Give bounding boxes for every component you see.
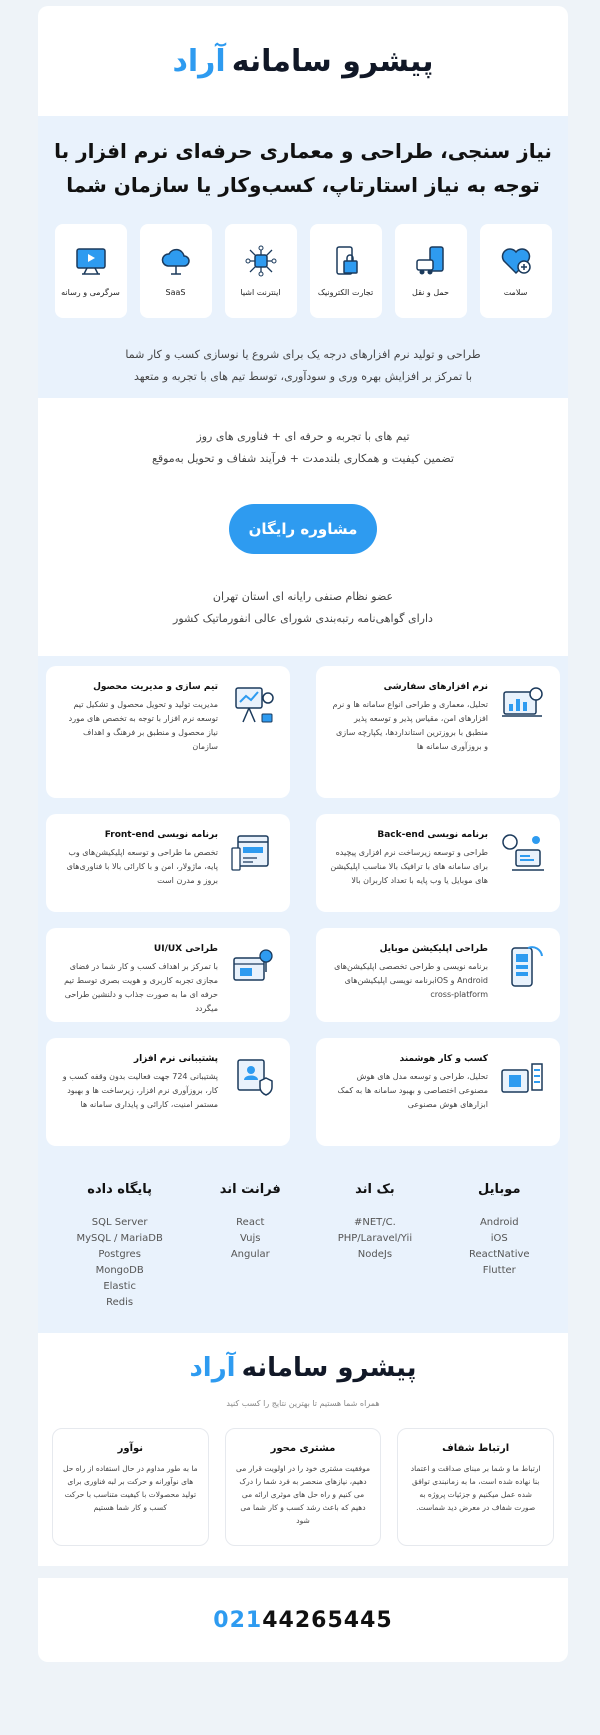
service-body [60,1054,218,1134]
backend-server-icon [498,830,546,878]
tech-item: Postgres [98,1249,141,1260]
industry-media [55,224,127,318]
industry-ecommerce [310,224,382,318]
service-card-frontend [46,814,290,912]
phone-number[interactable] [38,1578,568,1662]
service-body [330,1054,488,1134]
industry-health [480,224,552,318]
hero-section [38,116,568,398]
tech-item: Redis [106,1297,134,1308]
tech-item: React [236,1217,265,1228]
service-text: مدیریت تولید و تحویل محصول و تشکیل تیم توسعه نرم افزار با توجه به تخصص های مورد نیاز محصول و منطبق بر فرهنگ و اهداف سازمان [68,700,218,751]
free-consultation-button[interactable]: مشاوره رایگان [229,504,377,554]
membership-text [38,586,568,630]
values [52,1428,554,1546]
industry-label: سلامت [503,288,528,297]
services-grid [46,666,560,1146]
service-title: نرم افزارهای سفارشی [383,682,488,692]
cloud-saas-icon [159,244,193,278]
cta-text [38,426,568,470]
industry-iot [225,224,297,318]
hero-title-line-1: نیاز سنجی، طراحی و معماری حرفه‌ای نرم افزار با [54,139,552,163]
industry-transport [395,224,467,318]
custom-software-icon [498,682,546,730]
hero-title [54,134,552,202]
value-title: ارتباط شفاف [442,1443,510,1454]
service-title: طراحی UI/UX [153,944,218,954]
industry-label: سرگرمی و رسانه [61,288,120,297]
frontend-window-icon [228,830,276,878]
value-title: نوآور [117,1443,144,1454]
phone-area-code: 021 [213,1607,263,1633]
service-card-uiux [46,928,290,1022]
ai-chip-icon [498,1054,546,1102]
tech-item: NodeJs [357,1249,393,1260]
tech-item: SQL Server [91,1217,148,1228]
service-title: برنامه نویسی Front-end [104,830,218,840]
mobile-app-icon [498,944,546,992]
tech-item: Vujs [240,1233,261,1244]
logo-accent-text: آراد [172,43,226,79]
tech-column-database [76,1182,162,1311]
uiux-design-icon [228,944,276,992]
tech-title: پایگاه داده [87,1182,153,1197]
membership-line-2: دارای گواهی‌نامه رتبه‌بندی شورای عالی انفورماتیک کشور [173,612,433,625]
cta-line-1: تیم های با تجربه و حرفه ای + فناوری های روز [196,430,410,443]
service-title: تیم سازی و مدیریت محصول [93,682,218,692]
service-text: تخصص ما طراحی و توسعه اپلیکیشن‌های وب پایه، ماژولار، امن و با کارائی بالا با فناوری‌های بروز و مدرن است [66,848,218,885]
industries [54,224,552,318]
value-text: ما به طور مداوم در حال استفاده از راه حل های نوآورانه و حرکت بر لبه فناوری برای تولید محصولات با کیفیت متناسب با حرکت کسب و کار شما هستیم [63,1464,198,1512]
logo-text: پیشرو سامانه [241,1353,417,1383]
service-text: با تمرکز بر اهداف کسب و کار شما در فضای مجازی تجربه کاربری و هویت بصری توسط تیم حرفه ای ما به صورت جذاب و دلنشین طراحی میگردد [64,962,218,1013]
footer [38,1333,568,1566]
service-card-smart-business [316,1038,560,1146]
tech-item: Flutter [482,1265,516,1276]
tech-column-backend [338,1182,412,1311]
hero-title-line-2: توجه به نیاز استارتاپ، کسب‌وکار یا سازمان شما [66,173,540,197]
service-card-mobile [316,928,560,1022]
service-card-backend [316,814,560,912]
industry-label: SaaS [165,288,186,297]
service-card-team-building [46,666,290,798]
shopping-phone-icon [329,244,363,278]
tech-item: ReactNative [468,1249,530,1260]
truck-phone-icon [414,244,448,278]
tagline: همراه شما هستیم تا بهترین نتایج را کسب کنید [226,1399,380,1408]
tech-title: بک اند [355,1182,395,1197]
phone-main: 44265445 [262,1607,393,1633]
industry-label: تجارت الکترونیک [317,288,374,297]
value-card-transparency [397,1428,554,1546]
service-body [330,944,488,1010]
logo-accent-text: آراد [189,1353,236,1383]
service-text: پشتیبانی 724 جهت فعالیت بدون وقفه کسب و کار، بروزآوری نرم افزار، زیرساخت ها و بهبود مستمر امنیت، کارائی و پایداری سامانه ها [62,1072,218,1109]
logo[interactable] [172,44,433,79]
iot-chip-icon [244,244,278,278]
industry-label: اینترنت اشیا [240,288,281,297]
service-title: طراحی اپلیکیشن موبایل [379,944,488,954]
tech-stack [38,1156,568,1333]
tech-item: Angular [230,1249,270,1260]
tech-item: iOS [490,1233,508,1244]
service-body [330,830,488,900]
cta-section [38,398,568,656]
service-card-support [46,1038,290,1146]
service-text: تحلیل، معماری و طراحی انواع سامانه ها و نرم افزارهای امن، مقیاس پذیر و توسعه پذیر منطبق با بروزترین استانداردها، یکپارچه سازی و بروزآوری سامانه ها [332,700,488,751]
value-card-customer [225,1428,382,1546]
service-title: برنامه نویسی Back-end [377,830,488,840]
email-container [38,6,568,1662]
support-shield-icon [228,1054,276,1102]
team-board-icon [228,682,276,730]
tech-item: MongoDB [95,1265,144,1276]
hero-description [54,344,552,388]
header [38,6,568,116]
service-text: طراحی و توسعه زیرساخت نرم افزاری پیچیده برای سامانه های با ترافیک بالا مناسب اپلیکیشن های موبایل یا وب پایه با تعداد کاربران بالا [330,848,488,885]
service-card-custom-software [316,666,560,798]
hero-description-line-1: طراحی و تولید نرم افزارهای درجه یک برای شروع یا نوسازی کسب و کار شما [125,348,481,361]
service-title: کسب و کار هوشمند [399,1054,488,1064]
heart-medical-icon [499,244,533,278]
value-text: موفقیت مشتری خود را در اولویت قرار می دهیم، نیازهای منحصر به فرد شما را درک می کنیم و راه حل های موثری ارائه می دهیم که باعث رشد کسب و کار شما می شود [235,1464,371,1525]
tech-column-mobile [469,1182,530,1311]
service-body [60,682,218,786]
tech-title: موبایل [478,1182,521,1197]
tech-item: PHP/Laravel/Yii [337,1233,413,1244]
service-body [330,682,488,786]
tech-column-frontend [220,1182,281,1311]
hero-description-line-2: با تمرکز بر افزایش بهره وری و سودآوری، توسط تیم های با تجربه و متعهد [133,370,473,383]
tech-item: MySQL / MariaDB [76,1233,163,1244]
service-body [60,944,218,1013]
logo-text: پیشرو سامانه [231,43,434,79]
value-card-innovation [52,1428,209,1546]
media-screen-icon [74,244,108,278]
service-body [60,830,218,900]
tech-item: Elastic [103,1281,136,1292]
tech-title: فرانت اند [219,1182,281,1197]
tech-item: .NET/C# [353,1217,396,1228]
service-title: پشتیبانی نرم افزار [133,1054,218,1064]
tech-item: Android [479,1217,519,1228]
membership-line-1: عضو نظام صنفی رایانه ای استان تهران [212,590,394,603]
services-section [38,656,568,1156]
value-text: ارتباط ما و شما بر مبنای صداقت و اعتماد بنا نهاده شده است، ما به زمانبندی توافق شده عمل میکنیم و جزئیات پروژه به صورت شفاف در معرض دید شماست. [410,1464,541,1512]
service-text: تحلیل، طراحی و توسعه مدل های هوش مصنوعی اختصاصی و بهبود سامانه ها به کمک ابزارهای هوش مصنوعی [337,1072,488,1109]
industry-saas [140,224,212,318]
industry-label: حمل و نقل [412,288,449,297]
cta-line-2: تضمین کیفیت و همکاری بلندمدت + فرآیند شفاف و تحویل به‌موقع [152,452,454,465]
value-title: مشتری محور [270,1443,336,1454]
service-text: برنامه نویسی و طراحی تخصصی اپلیکیشن‌های Android و iOSبرنامه نویسی اپلیکیشن‌های cross-platform [334,962,488,999]
footer-logo[interactable] [52,1353,554,1383]
